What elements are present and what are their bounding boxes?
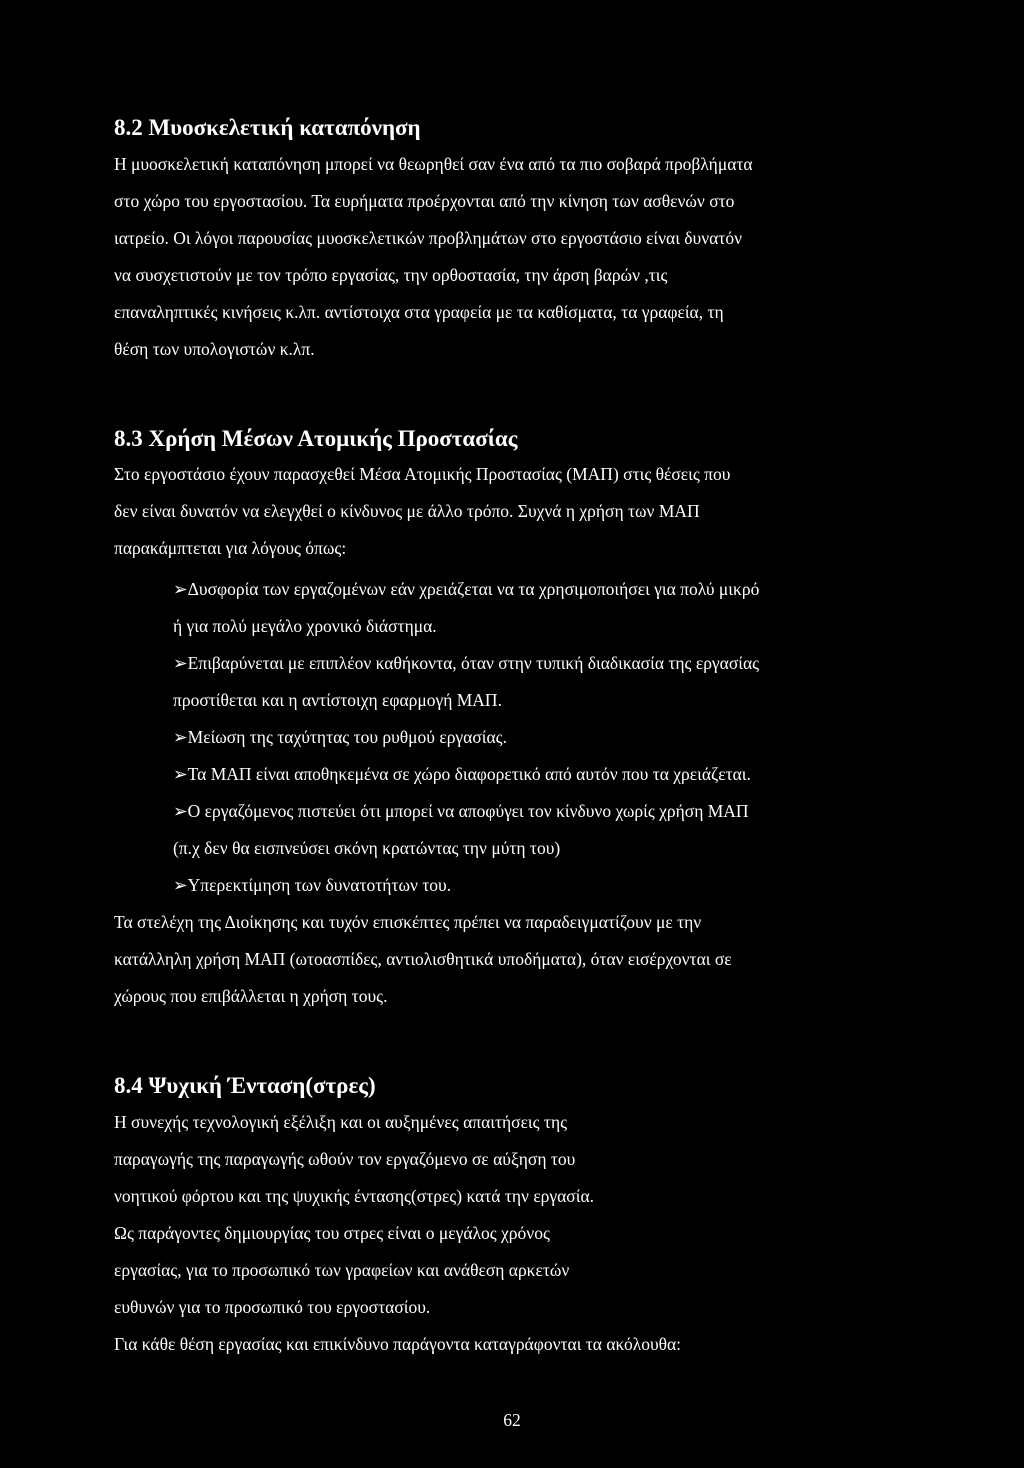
- section-8-4-line-1: Η συνεχής τεχνολογική εξέλιξη και οι αυξημένες απαιτήσεις της: [114, 1112, 568, 1132]
- section-8-4-line-2: παραγωγής της παραγωγής ωθούν τον εργαζόμενο σε αύξηση του: [114, 1149, 576, 1169]
- section-8-3-intro-line-2: δεν είναι δυνατόν να ελεγχθεί ο κίνδυνος με άλλο τρόπο. Συχνά η χρήση των ΜΑΠ: [114, 501, 700, 521]
- section-8-3-intro-line-3: παρακάμπτεται για λόγους όπως:: [114, 538, 347, 558]
- section-8-4-line-6: ευθυνών για το προσωπικό του εργοστασίου.: [114, 1297, 431, 1317]
- bullet-item-1: ➢Δυσφορία των εργαζομένων εάν χρειάζεται να τα χρησιμοποιήσει για πολύ μικρό: [173, 579, 760, 599]
- bullet-item-4: ➢Τα ΜΑΠ είναι αποθηκεμένα σε χώρο διαφορετικό από αυτόν που τα χρειάζεται.: [173, 764, 751, 784]
- section-8-4-line-3: νοητικού φόρτου και της ψυχικής έντασης(στρες) κατά την εργασία.: [114, 1186, 594, 1206]
- section-8-3-closing-line-2: κατάλληλη χρήση ΜΑΠ (ωτοασπίδες, αντιολισθητικά υποδήματα), όταν εισέρχονται σε: [114, 949, 732, 969]
- section-8-3-closing-line-1: Τα στελέχη της Διοίκησης και τυχόν επισκέπτες πρέπει να παραδειγματίζουν με την: [114, 912, 702, 932]
- section-8-2-line-6: θέση των υπολογιστών κ.λπ.: [114, 339, 315, 359]
- section-8-2-heading: 8.2 Μυοσκελετική καταπόνηση: [114, 115, 421, 140]
- section-8-2-line-1: Η μυοσκελετική καταπόνηση μπορεί να θεωρηθεί σαν ένα από τα πιο σοβαρά προβλήματα: [114, 154, 753, 174]
- section-8-4-line-5: εργασίας, για το προσωπικό των γραφείων και ανάθεση αρκετών: [114, 1260, 570, 1280]
- bullet-item-5-continuation: (π.χ δεν θα εισπνεύσει σκόνη κρατώντας την μύτη του): [173, 838, 561, 858]
- section-8-4-heading: 8.4 Ψυχική Ένταση(στρες): [114, 1073, 376, 1098]
- bullet-item-3: ➢Μείωση της ταχύτητας του ρυθμού εργασίας.: [173, 727, 507, 747]
- bullet-item-1-continuation: ή για πολύ μεγάλο χρονικό διάστημα.: [173, 616, 437, 636]
- page-number: 62: [503, 1410, 521, 1430]
- bullet-item-2: ➢Επιβαρύνεται με επιπλέον καθήκοντα, όταν στην τυπική διαδικασία της εργασίας: [173, 653, 760, 673]
- section-8-4-line-7: Για κάθε θέση εργασίας και επικίνδυνο παράγοντα καταγράφονται τα ακόλουθα:: [114, 1334, 682, 1354]
- section-8-3-heading: 8.3 Χρήση Μέσων Ατομικής Προστασίας: [114, 426, 518, 451]
- bullet-item-2-continuation: προστίθεται και η αντίστοιχη εφαρμογή ΜΑΠ.: [173, 690, 502, 710]
- section-8-2-line-3: ιατρείο. Οι λόγοι παρουσίας μυοσκελετικών προβλημάτων στο εργοστάσιο είναι δυνατόν: [114, 228, 742, 248]
- section-8-3-closing-line-3: χώρους που επιβάλλεται η χρήση τους.: [114, 986, 388, 1006]
- section-8-2-line-4: να συσχετιστούν με τον τρόπο εργασίας, την ορθοστασία, την άρση βαρών ,τις: [114, 265, 668, 285]
- section-8-3-intro-line-1: Στο εργοστάσιο έχουν παρασχεθεί Μέσα Ατομικής Προστασίας (ΜΑΠ) στις θέσεις που: [114, 464, 731, 484]
- bullet-item-6: ➢Υπερεκτίμηση των δυνατοτήτων του.: [173, 875, 452, 895]
- section-8-2-line-2: στο χώρο του εργοστασίου. Τα ευρήματα προέρχονται από την κίνηση των ασθενών στο: [114, 191, 735, 211]
- section-8-4-line-4: Ως παράγοντες δημιουργίας του στρες είναι ο μεγάλος χρόνος: [114, 1223, 550, 1243]
- section-8-2-line-5: επαναληπτικές κινήσεις κ.λπ. αντίστοιχα στα γραφεία με τα καθίσματα, τα γραφεία, τη: [114, 302, 724, 322]
- bullet-item-5: ➢Ο εργαζόμενος πιστεύει ότι μπορεί να αποφύγει τον κίνδυνο χωρίς χρήση ΜΑΠ: [173, 801, 749, 821]
